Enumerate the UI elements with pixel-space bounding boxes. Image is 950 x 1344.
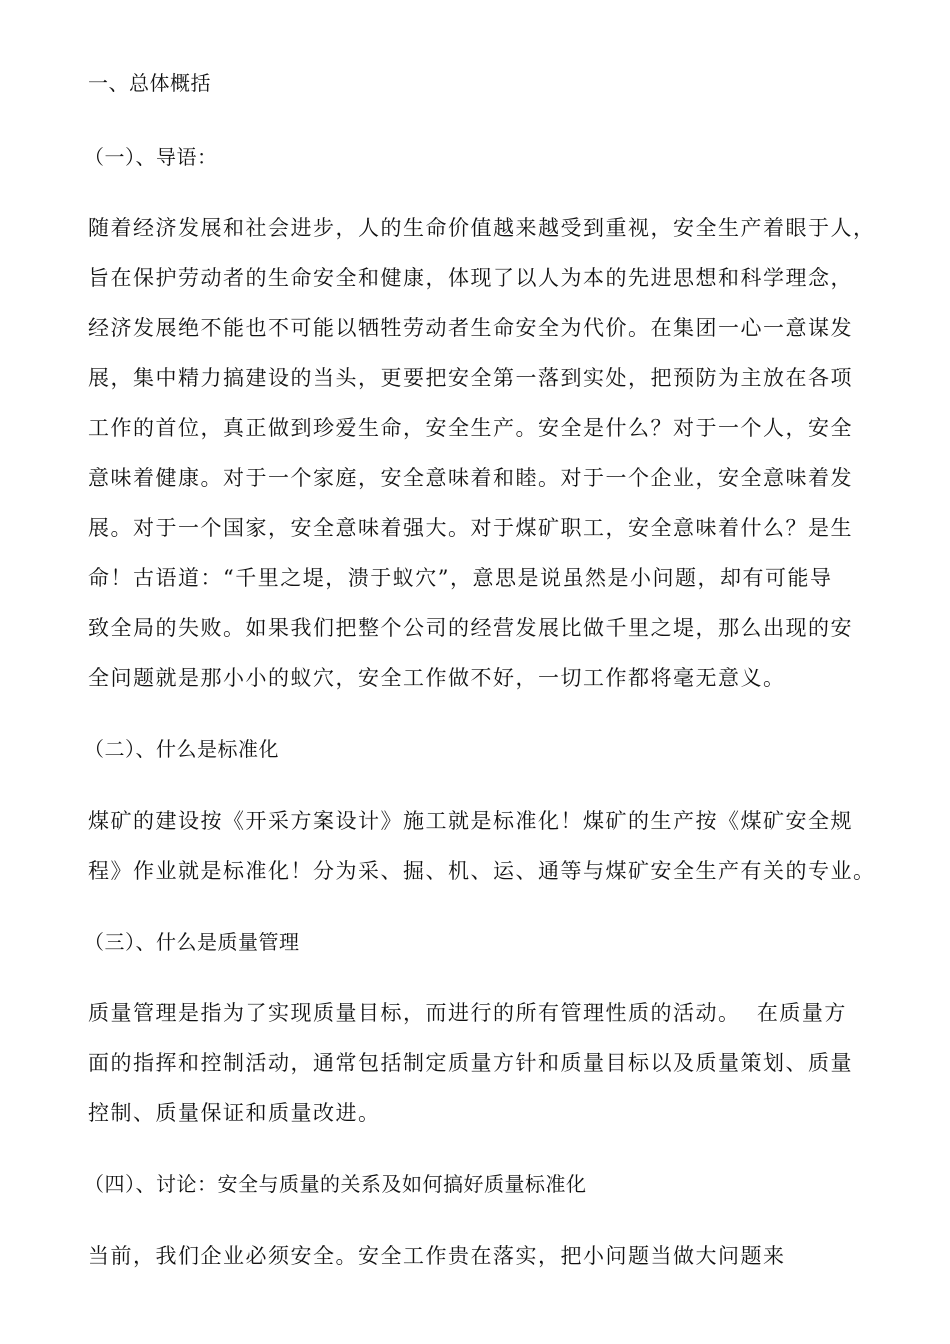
- paragraph-line: 经济发展绝不能也不可能以牺牲劳动者生命安全为代价。在集团一心一意谋发: [88, 316, 853, 340]
- section-title-discussion: （四）、讨论：安全与质量的关系及如何搞好质量标准化: [84, 1172, 587, 1196]
- paragraph-line: 展，集中精力搞建设的当头，更要把安全第一落到实处，把预防为主放在各项: [88, 366, 853, 390]
- section-title-introduction: （一）、导语：: [84, 145, 218, 169]
- paragraph-line: 致全局的失败。如果我们把整个公司的经营发展比做千里之堤，那么出现的安: [88, 616, 853, 640]
- heading-overview: 一、总体概括: [88, 71, 211, 95]
- paragraph-line: 命！古语道：“千里之堤，溃于蚁穴”，意思是说虽然是小问题，却有可能导: [88, 566, 833, 590]
- paragraph-line: 质量管理是指为了实现质量目标，而进行的所有管理性质的活动。 在质量方: [88, 1001, 847, 1025]
- paragraph-line: 随着经济发展和社会进步，人的生命价值越来越受到重视，安全生产着眼于人，: [88, 216, 876, 240]
- section-title-standardization: （二）、什么是标准化: [84, 737, 279, 761]
- paragraph-line: 工作的首位，真正做到珍爱生命，安全生产。安全是什么？对于一个人，安全: [88, 416, 853, 440]
- section-title-quality-management: （三）、什么是质量管理: [84, 930, 300, 954]
- paragraph-line: 意味着健康。对于一个家庭，安全意味着和睦。对于一个企业，安全意味着发: [88, 466, 853, 490]
- paragraph-line: 旨在保护劳动者的生命安全和健康，体现了以人为本的先进思想和科学理念，: [88, 266, 853, 290]
- paragraph-line: 控制、质量保证和质量改进。: [88, 1101, 381, 1125]
- paragraph-line: 当前，我们企业必须安全。安全工作贵在落实，把小问题当做大问题来: [88, 1244, 786, 1268]
- paragraph-line: 面的指挥和控制活动，通常包括制定质量方针和质量目标以及质量策划、质量: [88, 1051, 853, 1075]
- paragraph-line: 展。对于一个国家，安全意味着强大。对于煤矿职工，安全意味着什么？是生: [88, 516, 853, 540]
- paragraph-line: 煤矿的建设按《开采方案设计》施工就是标准化！煤矿的生产按《煤矿安全规: [88, 809, 853, 833]
- paragraph-line: 程》作业就是标准化！分为采、掘、机、运、通等与煤矿安全生产有关的专业。: [88, 859, 876, 883]
- paragraph-line: 全问题就是那小小的蚁穴，安全工作做不好，一切工作都将毫无意义。: [88, 666, 786, 690]
